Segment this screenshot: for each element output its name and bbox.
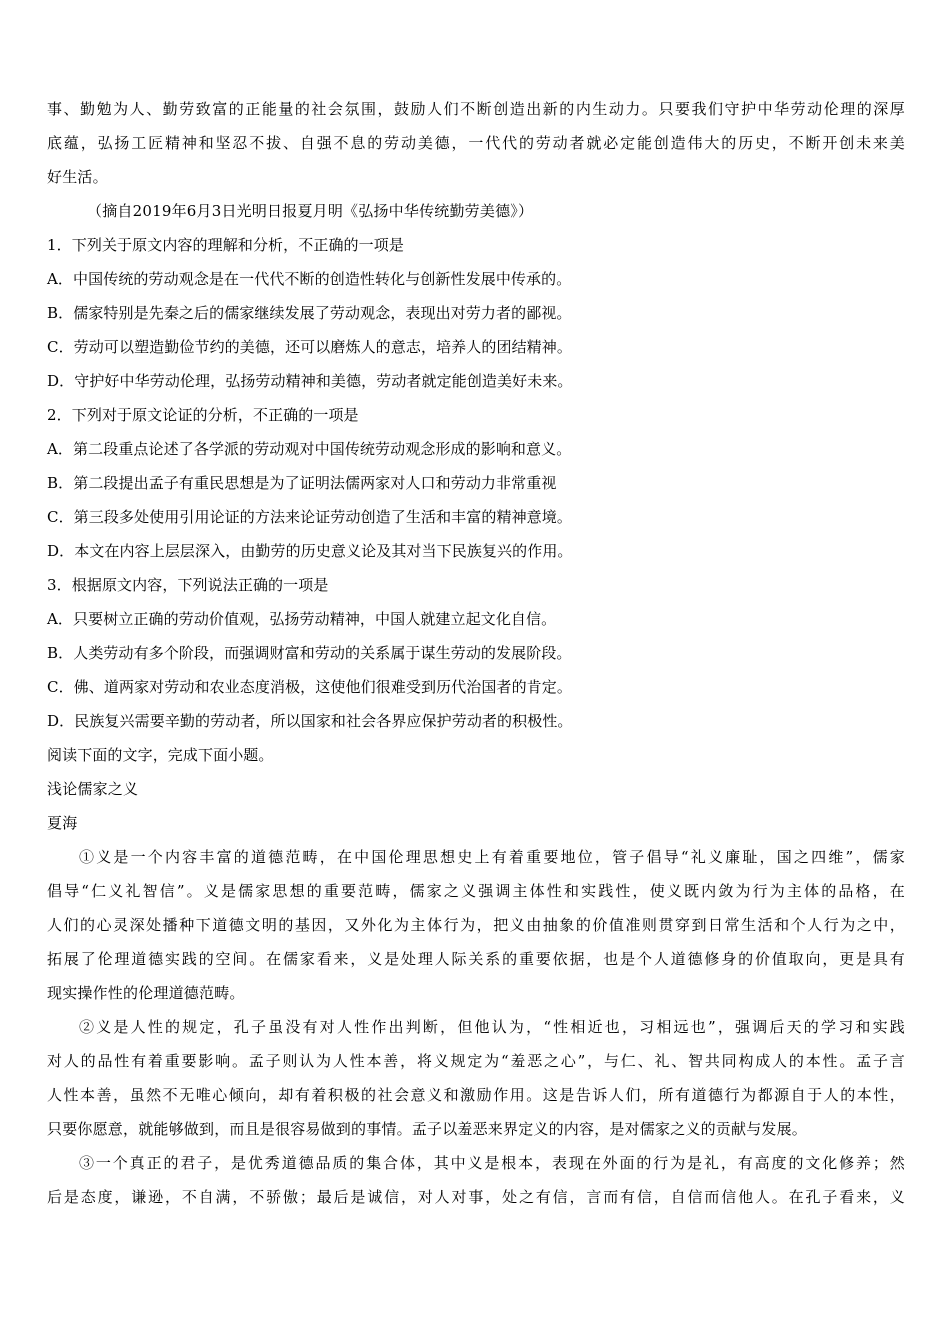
reading-instruction: 阅读下面的文字，完成下面小题。 <box>47 746 274 764</box>
paragraph-3-line: 后是态度，谦逊，不自满，不骄傲；最后是诚信，对人对事，处之有信，言而有信，自信而信他人。在孔子看来，义 <box>47 1188 905 1206</box>
paragraph-1-line: 拓展了伦理道德实践的空间。在儒家看来，义是处理人际关系的重要依据，也是个人道德修身的价值取向，更是具有 <box>47 950 905 968</box>
question-1-option-d: D．守护好中华劳动伦理，弘扬劳动精神和美德，劳动者就定能创造美好未来。 <box>47 372 573 390</box>
question-2-option-b: B．第二段提出孟子有重民思想是为了证明法儒两家对人口和劳动力非常重视 <box>47 474 557 492</box>
question-2-stem: 2．下列对于原文论证的分析，不正确的一项是 <box>47 406 359 424</box>
question-2-option-d: D．本文在内容上层层深入，由勤劳的历史意义论及其对当下民族复兴的作用。 <box>47 542 573 560</box>
question-3-option-b: B．人类劳动有多个阶段，而强调财富和劳动的关系属于谋生劳动的发展阶段。 <box>47 644 572 662</box>
paragraph-3-line: ③一个真正的君子，是优秀道德品质的集合体，其中义是根本，表现在外面的行为是礼，有高度的文化修养；然 <box>79 1154 905 1172</box>
paragraph-1-line: ①义是一个内容丰富的道德范畴，在中国伦理思想史上有着重要地位，管子倡导“礼义廉耻，国之四维”，儒家 <box>79 848 905 866</box>
paragraph-2-line: 人性本善，虽然不无唯心倾向，却有着积极的社会意义和激励作用。这是告诉人们，所有道德行为都源自于人的本性， <box>47 1086 905 1104</box>
paragraph-1-line: 倡导“仁义礼智信”。义是儒家思想的重要范畴，儒家之义强调主体性和实践性，使义既内敛为行为主体的品格，在 <box>47 882 905 900</box>
paragraph-2-line: 对人的品性有着重要影响。孟子则认为人性本善，将义规定为“羞恶之心”，与仁、礼、智共同构成人的本性。孟子言 <box>47 1052 905 1070</box>
article-title: 浅论儒家之义 <box>47 780 139 798</box>
question-1-option-b: B．儒家特别是先秦之后的儒家继续发展了劳动观念，表现出对劳力者的鄙视。 <box>47 304 572 322</box>
passage-line: 好生活。 <box>47 168 108 186</box>
paragraph-2-line: 只要你愿意，就能够做到，而且是很容易做到的事情。孟子以羞恶来界定义的内容，是对儒家之义的贡献与发展。 <box>47 1120 808 1138</box>
question-2-option-a: A．第二段重点论述了各学派的劳动观对中国传统劳动观念形成的影响和意义。 <box>47 440 572 458</box>
question-2-option-c: C．第三段多处使用引用论证的方法来论证劳动创造了生活和丰富的精神意境。 <box>47 508 572 526</box>
source-citation: （摘自2019年6月3日光明日报夏月明《弘扬中华传统勤劳美德》） <box>87 202 534 220</box>
question-3-option-a: A．只要树立正确的劳动价值观，弘扬劳动精神，中国人就建立起文化自信。 <box>47 610 557 628</box>
question-1-option-c: C．劳动可以塑造勤俭节约的美德，还可以磨炼人的意志，培养人的团结精神。 <box>47 338 572 356</box>
article-author: 夏海 <box>47 814 78 832</box>
question-3-option-d: D．民族复兴需要辛勤的劳动者，所以国家和社会各界应保护劳动者的积极性。 <box>47 712 573 730</box>
passage-line: 底蕴，弘扬工匠精神和坚忍不拔、自强不息的劳动美德，一代代的劳动者就必定能创造伟大的历史，不断开创未来美 <box>47 134 905 152</box>
paragraph-1-line: 现实操作性的伦理道德范畴。 <box>47 984 245 1002</box>
paragraph-2-line: ②义是人性的规定，孔子虽没有对人性作出判断，但他认为，“性相近也，习相远也”，强调后天的学习和实践 <box>79 1018 905 1036</box>
question-1-option-a: A．中国传统的劳动观念是在一代代不断的创造性转化与创新性发展中传承的。 <box>47 270 572 288</box>
question-1-stem: 1．下列关于原文内容的理解和分析，不正确的一项是 <box>47 236 404 254</box>
passage-line: 事、勤勉为人、勤劳致富的正能量的社会氛围，鼓励人们不断创造出新的内生动力。只要我们守护中华劳动伦理的深厚 <box>47 100 905 118</box>
question-3-stem: 3．根据原文内容，下列说法正确的一项是 <box>47 576 329 594</box>
paragraph-1-line: 人们的心灵深处播种下道德文明的基因，又外化为主体行为，把义由抽象的价值准则贯穿到日常生活和个人行为之中， <box>47 916 905 934</box>
question-3-option-c: C．佛、道两家对劳动和农业态度消极，这使他们很难受到历代治国者的肯定。 <box>47 678 572 696</box>
document-page <box>47 92 905 1214</box>
